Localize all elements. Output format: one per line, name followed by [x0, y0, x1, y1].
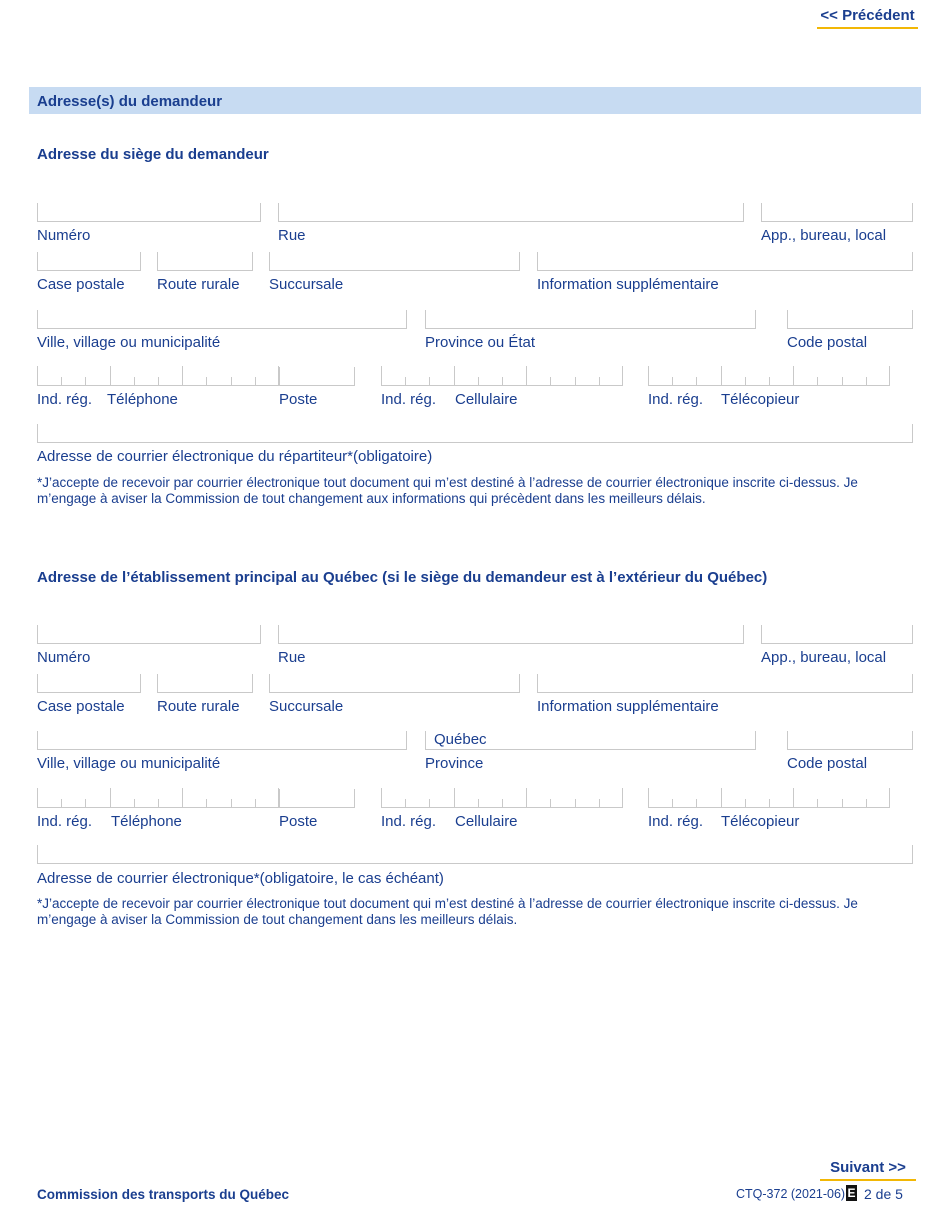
comb-separator [575, 799, 576, 807]
comb-separator [429, 799, 430, 807]
b1-telephone-label: Téléphone [107, 391, 178, 408]
previous-button[interactable]: << Précédent [817, 7, 918, 29]
comb-separator [866, 377, 867, 385]
b1-rue-input[interactable] [278, 203, 744, 222]
b2-province-value: Québec [434, 731, 487, 748]
comb-separator [696, 799, 697, 807]
section-title: Adresse(s) du demandeur [37, 93, 223, 110]
comb-separator [158, 799, 159, 807]
b1-fax-comb[interactable] [648, 367, 890, 386]
comb-separator [37, 788, 38, 807]
b1-email-input[interactable] [37, 424, 913, 443]
b2-ville-label: Ville, village ou municipalité [37, 755, 221, 772]
b1-province-label: Province ou État [425, 334, 536, 351]
comb-separator [599, 377, 600, 385]
comb-separator [622, 788, 623, 807]
comb-separator [648, 788, 649, 807]
b1-info-sup-input[interactable] [537, 252, 913, 271]
b1-cellulaire-label: Cellulaire [455, 391, 518, 408]
b2-case-postale-label: Case postale [37, 698, 125, 715]
edition-badge: E [847, 1186, 856, 1200]
comb-separator [575, 377, 576, 385]
next-button[interactable]: Suivant >> [820, 1159, 916, 1181]
comb-separator [231, 799, 232, 807]
comb-separator [769, 799, 770, 807]
comb-separator [110, 366, 111, 385]
comb-separator [502, 377, 503, 385]
comb-separator [405, 799, 406, 807]
section-header [29, 87, 921, 114]
comb-separator [158, 377, 159, 385]
b2-ind-reg-cell-label: Ind. rég. [381, 813, 437, 830]
b1-code-postal-input[interactable] [787, 310, 913, 329]
comb-separator [648, 366, 649, 385]
comb-separator [381, 366, 382, 385]
b1-poste-input[interactable] [279, 367, 355, 386]
b2-rue-label: Rue [278, 649, 306, 666]
comb-separator [599, 799, 600, 807]
b1-numero-label: Numéro [37, 227, 91, 244]
b2-consent-note: *J’accepte de recevoir par courrier électronique tout document qui m’est destiné à l’adresse de courrier électronique inscrite ci-dessus. Je m’engage à aviser la Commission de tout changement dans les meilleurs délais. [37, 896, 858, 927]
b2-ville-input[interactable] [37, 731, 407, 750]
comb-separator [454, 788, 455, 807]
comb-separator [61, 377, 62, 385]
comb-separator [622, 366, 623, 385]
comb-separator [231, 377, 232, 385]
b2-telephone-label: Téléphone [111, 813, 182, 830]
comb-separator [61, 799, 62, 807]
b2-info-sup-label: Information supplémentaire [537, 698, 719, 715]
comb-separator [526, 366, 527, 385]
comb-separator [502, 799, 503, 807]
comb-separator [526, 788, 527, 807]
b1-telecopieur-label: Télécopieur [721, 391, 800, 408]
b2-numero-input[interactable] [37, 625, 261, 644]
b2-route-rurale-label: Route rurale [157, 698, 240, 715]
b2-poste-input[interactable] [279, 789, 355, 808]
b2-case-postale-input[interactable] [37, 674, 141, 693]
footer-form-code: CTQ-372 (2021-06) [736, 1187, 846, 1201]
comb-separator [206, 799, 207, 807]
b1-ville-label: Ville, village ou municipalité [37, 334, 221, 351]
b1-code-postal-label: Code postal [787, 334, 868, 351]
comb-separator [85, 799, 86, 807]
b1-app-input[interactable] [761, 203, 913, 222]
comb-separator [405, 377, 406, 385]
comb-separator [817, 799, 818, 807]
comb-separator [696, 377, 697, 385]
b2-province-label: Province [425, 755, 484, 772]
b1-phone-comb[interactable] [37, 367, 279, 386]
comb-separator [134, 799, 135, 807]
b2-numero-label: Numéro [37, 649, 91, 666]
comb-separator [889, 366, 890, 385]
b1-ind-reg-cell-label: Ind. rég. [381, 391, 437, 408]
b2-telecopieur-label: Télécopieur [721, 813, 800, 830]
b1-case-postale-input[interactable] [37, 252, 141, 271]
b2-succursale-input[interactable] [269, 674, 520, 693]
comb-separator [85, 377, 86, 385]
comb-separator [866, 799, 867, 807]
b1-route-rurale-input[interactable] [157, 252, 253, 271]
b2-app-label: App., bureau, local [761, 649, 887, 666]
comb-separator [793, 366, 794, 385]
block1-heading: Adresse du siège du demandeur [37, 146, 269, 163]
b2-info-sup-input[interactable] [537, 674, 913, 693]
comb-separator [206, 377, 207, 385]
b2-phone-comb[interactable] [37, 789, 279, 808]
comb-separator [672, 799, 673, 807]
comb-separator [721, 788, 722, 807]
b1-consent-note: *J’accepte de recevoir par courrier électronique tout document qui m’est destiné à l’adresse de courrier électronique inscrite ci-dessus. Je m’engage à aviser la Commission de tout changement aux informations qui précèdent dans les meilleurs délais. [37, 475, 858, 506]
b1-email-label: Adresse de courrier électronique du répartiteur*(obligatoire) [37, 448, 433, 465]
comb-separator [817, 377, 818, 385]
b2-rue-input[interactable] [278, 625, 744, 644]
comb-separator [37, 366, 38, 385]
b1-succursale-label: Succursale [269, 276, 344, 293]
b1-succursale-input[interactable] [269, 252, 520, 271]
b1-ville-input[interactable] [37, 310, 407, 329]
b2-code-postal-input[interactable] [787, 731, 913, 750]
b1-ind-reg-fax-label: Ind. rég. [648, 391, 704, 408]
comb-separator [745, 799, 746, 807]
b1-province-input[interactable] [425, 310, 756, 329]
b2-succursale-label: Succursale [269, 698, 344, 715]
b1-case-postale-label: Case postale [37, 276, 125, 293]
b1-poste-label: Poste [279, 391, 318, 408]
b2-cellulaire-label: Cellulaire [455, 813, 518, 830]
b2-route-rurale-input[interactable] [157, 674, 253, 693]
comb-separator [889, 788, 890, 807]
comb-separator [110, 788, 111, 807]
comb-separator [550, 377, 551, 385]
b2-app-input[interactable] [761, 625, 913, 644]
b2-ind-reg-fax-label: Ind. rég. [648, 813, 704, 830]
b1-info-sup-label: Information supplémentaire [537, 276, 719, 293]
comb-separator [793, 788, 794, 807]
b2-code-postal-label: Code postal [787, 755, 868, 772]
b1-ind-reg-tel-label: Ind. rég. [37, 391, 93, 408]
comb-separator [182, 366, 183, 385]
b2-ind-reg-tel-label: Ind. rég. [37, 813, 93, 830]
block2-heading: Adresse de l’établissement principal au Québec (si le siège du demandeur est à l’extérieur du Québec) [37, 569, 768, 586]
comb-separator [429, 377, 430, 385]
comb-separator [550, 799, 551, 807]
b2-email-label: Adresse de courrier électronique*(obligatoire, le cas échéant) [37, 870, 444, 887]
b2-fax-comb[interactable] [648, 789, 890, 808]
comb-separator [745, 377, 746, 385]
comb-separator [134, 377, 135, 385]
comb-separator [255, 799, 256, 807]
b2-poste-label: Poste [279, 813, 318, 830]
b1-numero-input[interactable] [37, 203, 261, 222]
b1-app-label: App., bureau, local [761, 227, 887, 244]
comb-separator [182, 788, 183, 807]
b1-cell-comb[interactable] [381, 367, 623, 386]
comb-separator [381, 788, 382, 807]
comb-separator [842, 799, 843, 807]
footer-organization: Commission des transports du Québec [37, 1187, 290, 1202]
b2-email-input[interactable] [37, 845, 913, 864]
b2-cell-comb[interactable] [381, 789, 623, 808]
comb-separator [454, 366, 455, 385]
comb-separator [672, 377, 673, 385]
comb-separator [255, 377, 256, 385]
comb-separator [478, 377, 479, 385]
comb-separator [721, 366, 722, 385]
comb-separator [842, 377, 843, 385]
b1-route-rurale-label: Route rurale [157, 276, 240, 293]
b1-rue-label: Rue [278, 227, 306, 244]
comb-separator [769, 377, 770, 385]
page-number: 2 de 5 [864, 1186, 903, 1202]
comb-separator [478, 799, 479, 807]
